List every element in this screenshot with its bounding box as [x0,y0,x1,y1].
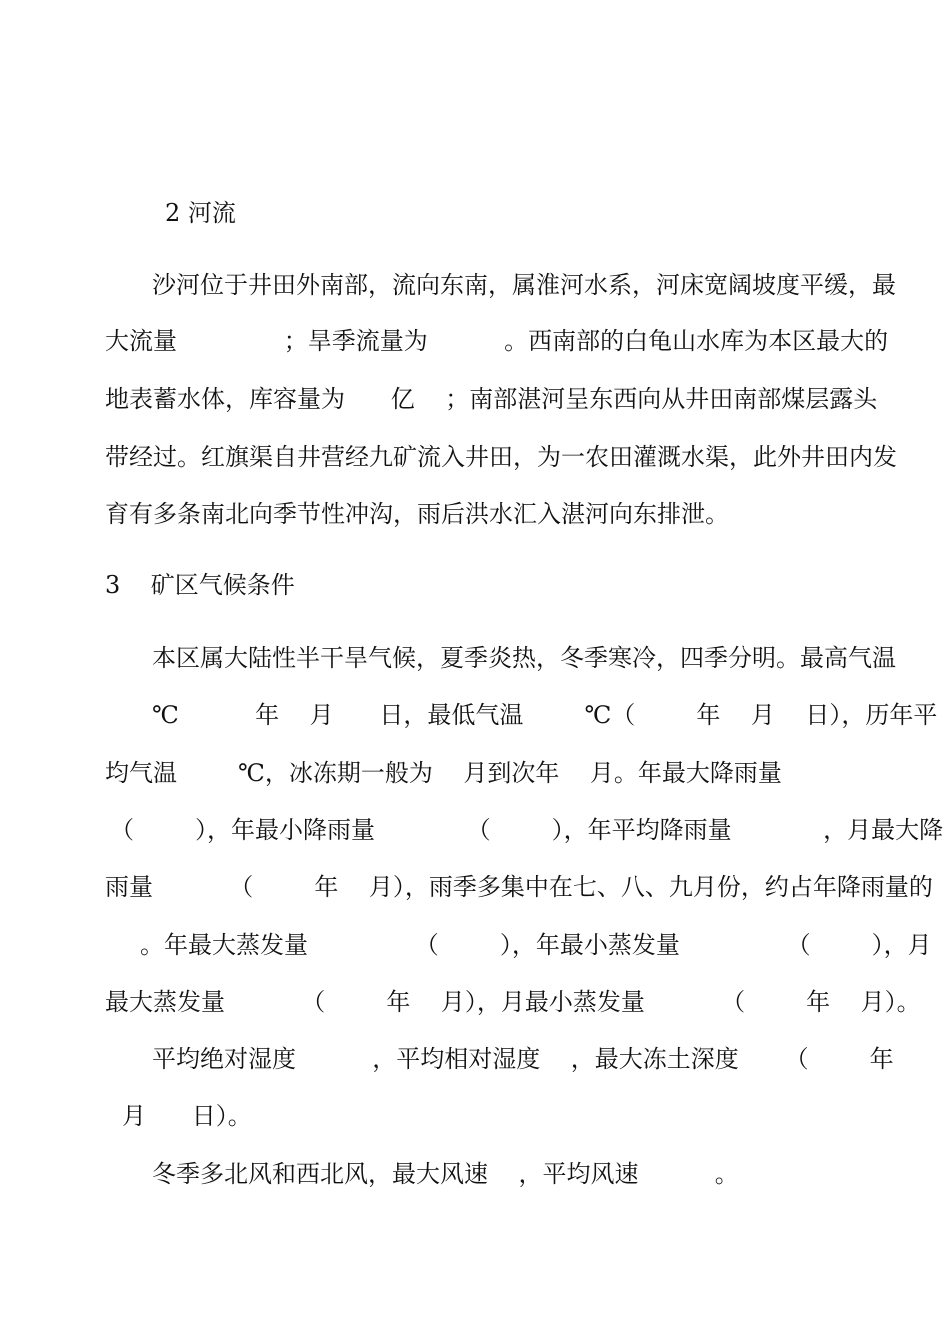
section-heading-river: 2 河流 [165,199,236,227]
paragraph-line: 大流量 ；旱季流量为 。西南部的白龟山水库为本区最大的 [105,327,889,355]
paragraph-line: 本区属大陆性半干旱气候，夏季炎热，冬季寒冷，四季分明。最高气温 [152,644,896,672]
section-heading-climate: 3 矿区气候条件 [105,571,295,599]
paragraph-line: 带经过。红旗渠自井营经九矿流入井田，为一农田灌溉水渠，此外井田内发 [105,443,897,471]
paragraph-line: 沙河位于井田外南部，流向东南，属淮河水系，河床宽阔坡度平缓，最 [152,271,896,299]
paragraph-line: 均气温 ℃，冰冻期一般为 月到次年 月。年最大降雨量 [105,759,782,787]
paragraph-line: 平均绝对湿度 ，平均相对湿度 ，最大冻土深度 （ 年 [152,1045,894,1073]
paragraph-line: 月 日）。 [122,1102,252,1130]
paragraph-line: 地表蓄水体，库容量为 亿 ；南部湛河呈东西向从井田南部煤层露头 [105,385,878,413]
paragraph-line: ℃ 年 月 日，最低气温 ℃（ 年 月 日），历年平 [152,701,938,729]
paragraph-line: 。年最大蒸发量 （ ），年最小蒸发量 （ ），月 [140,931,932,959]
paragraph-line: 育有多条南北向季节性冲沟，雨后洪水汇入湛河向东排泄。 [105,500,729,528]
paragraph-line: 冬季多北风和西北风，最大风速 ，平均风速 。 [152,1160,739,1188]
paragraph-line: （ ），年最小降雨量 （ ），年平均降雨量 ，月最大降 [110,816,944,844]
paragraph-line: 最大蒸发量 （ 年 月），月最小蒸发量 （ 年 月）。 [105,988,921,1016]
paragraph-line: 雨量 （ 年 月），雨季多集中在七、八、九月份，约占年降雨量的 [105,873,933,901]
